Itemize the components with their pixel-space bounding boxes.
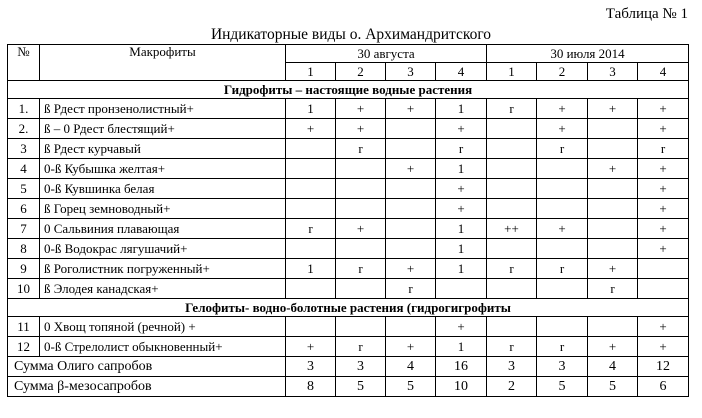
value-cell: r: [588, 279, 638, 299]
value-cell: r: [487, 259, 537, 279]
sum-value: 3: [336, 357, 386, 377]
value-cell: +: [436, 119, 487, 139]
value-cell: [537, 239, 588, 259]
value-cell: +: [638, 317, 689, 337]
table-row: [8, 139, 689, 159]
value-cell: [286, 139, 336, 159]
value-cell: +: [537, 219, 588, 239]
section-title-hydrophytes: Гидрофиты – настоящие водные растения: [8, 81, 689, 99]
indicator-species-table: [7, 44, 689, 397]
value-cell: [286, 179, 336, 199]
value-cell: 1: [286, 99, 336, 119]
value-cell: +: [588, 259, 638, 279]
value-cell: r: [537, 259, 588, 279]
value-cell: +: [336, 219, 386, 239]
value-cell: +: [436, 179, 487, 199]
table-row: [8, 317, 689, 337]
value-cell: +: [386, 337, 436, 357]
value-cell: +: [588, 337, 638, 357]
value-cell: [537, 159, 588, 179]
value-cell: +: [638, 119, 689, 139]
row-number: 7: [8, 219, 40, 239]
value-cell: [386, 139, 436, 159]
value-cell: [286, 239, 336, 259]
row-number: 2.: [8, 119, 40, 139]
row-number: 9: [8, 259, 40, 279]
value-cell: r: [336, 337, 386, 357]
section-row-helophytes: [8, 299, 689, 317]
section-row-hydrophytes: [8, 81, 689, 99]
table-row: [8, 199, 689, 219]
value-cell: r: [638, 139, 689, 159]
sum-label: Сумма β-мезосапробов: [8, 377, 286, 397]
row-number: 3: [8, 139, 40, 159]
subheader-cell: 2: [537, 63, 588, 81]
value-cell: [487, 317, 537, 337]
value-cell: r: [336, 259, 386, 279]
value-cell: [487, 179, 537, 199]
species-name: 0-ß Кувшинка белая: [40, 179, 286, 199]
value-cell: [286, 279, 336, 299]
sum-label: Сумма Олиго сапробов: [8, 357, 286, 377]
row-number: 11: [8, 317, 40, 337]
value-cell: [336, 159, 386, 179]
value-cell: [588, 139, 638, 159]
subheader-cell: 1: [487, 63, 537, 81]
table-row: [8, 179, 689, 199]
species-name: ß Элодея канадская+: [40, 279, 286, 299]
subheader-cell: 3: [588, 63, 638, 81]
value-cell: +: [286, 119, 336, 139]
sum-row: [8, 357, 689, 377]
value-cell: [487, 199, 537, 219]
sum-value: 6: [638, 377, 689, 397]
value-cell: [386, 119, 436, 139]
value-cell: r: [386, 279, 436, 299]
value-cell: 1: [436, 99, 487, 119]
row-number: 1.: [8, 99, 40, 119]
sum-value: 5: [336, 377, 386, 397]
subheader-cell: 2: [336, 63, 386, 81]
value-cell: [487, 279, 537, 299]
value-cell: +: [638, 99, 689, 119]
value-cell: [588, 317, 638, 337]
value-cell: [537, 179, 588, 199]
value-cell: [588, 199, 638, 219]
value-cell: [588, 239, 638, 259]
value-cell: ++: [487, 219, 537, 239]
value-cell: [386, 239, 436, 259]
subheader-cell: 3: [386, 63, 436, 81]
sum-value: 2: [487, 377, 537, 397]
value-cell: +: [386, 159, 436, 179]
value-cell: r: [487, 99, 537, 119]
sum-value: 8: [286, 377, 336, 397]
value-cell: +: [638, 239, 689, 259]
value-cell: r: [336, 139, 386, 159]
value-cell: +: [436, 199, 487, 219]
value-cell: +: [436, 317, 487, 337]
sum-value: 3: [487, 357, 537, 377]
value-cell: +: [336, 119, 386, 139]
sum-value: 3: [537, 357, 588, 377]
species-name: 0-ß Стрелолист обыкновенный+: [40, 337, 286, 357]
value-cell: [386, 199, 436, 219]
value-cell: r: [436, 139, 487, 159]
header-date-july: 30 июля 2014: [487, 45, 689, 63]
value-cell: +: [286, 337, 336, 357]
value-cell: 1: [286, 259, 336, 279]
value-cell: +: [386, 259, 436, 279]
value-cell: +: [588, 159, 638, 179]
value-cell: +: [638, 159, 689, 179]
value-cell: [336, 239, 386, 259]
value-cell: [286, 159, 336, 179]
sum-value: 5: [537, 377, 588, 397]
row-number: 5: [8, 179, 40, 199]
species-name: ß Роголистник погруженный+: [40, 259, 286, 279]
row-number: 10: [8, 279, 40, 299]
sum-value: 12: [638, 357, 689, 377]
species-name: 0 Сальвиния плавающая: [40, 219, 286, 239]
value-cell: r: [537, 337, 588, 357]
value-cell: r: [487, 337, 537, 357]
value-cell: +: [638, 219, 689, 239]
species-name: ß Горец земноводный+: [40, 199, 286, 219]
value-cell: [286, 317, 336, 337]
header-date-august: 30 августа: [286, 45, 487, 63]
table-row: [8, 159, 689, 179]
sum-row: [8, 377, 689, 397]
species-name: 0-ß Кубышка желтая+: [40, 159, 286, 179]
value-cell: +: [588, 99, 638, 119]
value-cell: [537, 317, 588, 337]
value-cell: 1: [436, 337, 487, 357]
value-cell: [588, 119, 638, 139]
value-cell: [588, 219, 638, 239]
value-cell: 1: [436, 239, 487, 259]
value-cell: [487, 159, 537, 179]
sum-value: 5: [386, 377, 436, 397]
table-number: Таблица № 1: [605, 6, 688, 22]
sum-value: 5: [588, 377, 638, 397]
row-number: 8: [8, 239, 40, 259]
value-cell: [336, 199, 386, 219]
value-cell: +: [537, 99, 588, 119]
value-cell: [537, 199, 588, 219]
sum-value: 4: [386, 357, 436, 377]
row-number: 6: [8, 199, 40, 219]
value-cell: [638, 279, 689, 299]
value-cell: [386, 219, 436, 239]
value-cell: [286, 199, 336, 219]
value-cell: r: [286, 219, 336, 239]
sum-value: 3: [286, 357, 336, 377]
value-cell: [588, 179, 638, 199]
value-cell: r: [537, 139, 588, 159]
subheader-cell: 1: [286, 63, 336, 81]
sum-value: 4: [588, 357, 638, 377]
value-cell: +: [386, 99, 436, 119]
value-cell: +: [537, 119, 588, 139]
species-name: 0-ß Водокрас лягушачий+: [40, 239, 286, 259]
value-cell: [537, 279, 588, 299]
species-name: 0 Хвощ топяной (речной) +: [40, 317, 286, 337]
value-cell: [336, 179, 386, 199]
value-cell: [336, 317, 386, 337]
value-cell: +: [638, 337, 689, 357]
header-macrophytes: Макрофиты: [40, 45, 286, 81]
table-row: [8, 239, 689, 259]
subheader-cell: 4: [436, 63, 487, 81]
value-cell: [487, 119, 537, 139]
value-cell: 1: [436, 159, 487, 179]
table-caption: Индикаторные виды о. Архимандритского: [210, 26, 492, 43]
value-cell: [487, 239, 537, 259]
table-row: [8, 119, 689, 139]
subheader-cell: 4: [638, 63, 689, 81]
value-cell: 1: [436, 259, 487, 279]
table-row: [8, 99, 689, 119]
species-name: ß Рдест пронзенолистный+: [40, 99, 286, 119]
value-cell: [386, 179, 436, 199]
value-cell: +: [336, 99, 386, 119]
sum-value: 10: [436, 377, 487, 397]
value-cell: +: [638, 179, 689, 199]
value-cell: [436, 279, 487, 299]
row-number: 4: [8, 159, 40, 179]
header-row: [8, 45, 689, 63]
value-cell: 1: [436, 219, 487, 239]
sum-value: 16: [436, 357, 487, 377]
section-title-helophytes: Гелофиты- водно-болотные растения (гидрогигрофиты: [8, 299, 689, 317]
value-cell: [638, 259, 689, 279]
row-number: 12: [8, 337, 40, 357]
species-name: ß – 0 Рдест блестящий+: [40, 119, 286, 139]
table-row: [8, 219, 689, 239]
table-row: [8, 279, 689, 299]
value-cell: [386, 317, 436, 337]
table-row: [8, 337, 689, 357]
species-name: ß Рдест курчавый: [40, 139, 286, 159]
table-row: [8, 259, 689, 279]
value-cell: +: [638, 199, 689, 219]
value-cell: [487, 139, 537, 159]
header-num: №: [8, 45, 40, 81]
value-cell: [336, 279, 386, 299]
